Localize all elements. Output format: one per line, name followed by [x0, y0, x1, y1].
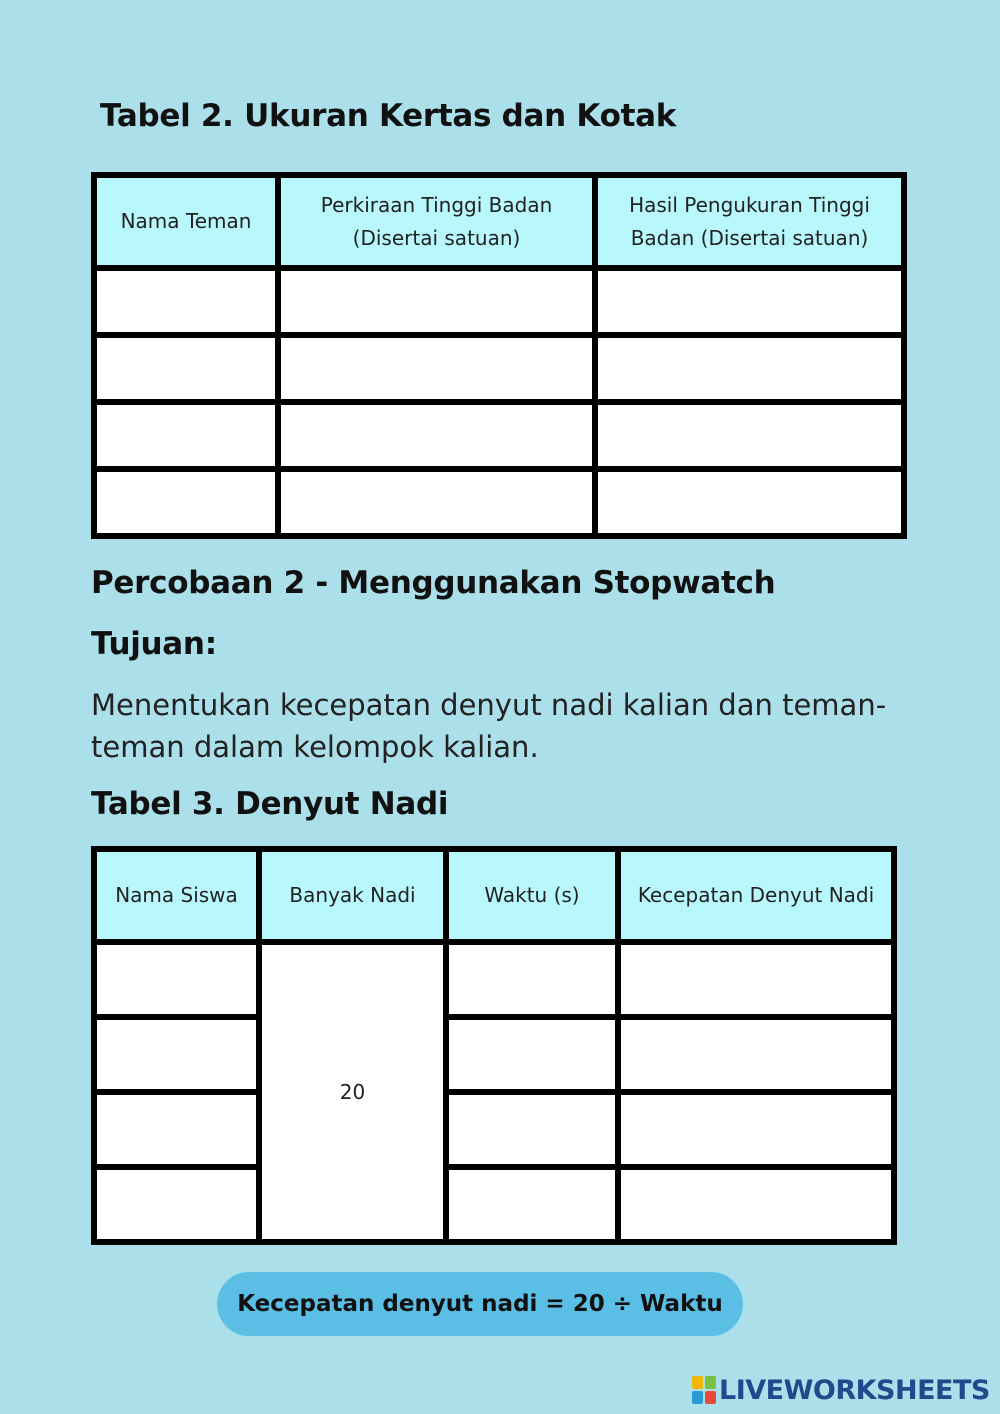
table2-header-estimate: Perkiraan Tinggi Badan (Disertai satuan)	[278, 175, 595, 268]
table2-cell-input[interactable]	[595, 402, 904, 469]
table2-title: Tabel 2. Ukuran Kertas dan Kotak	[100, 98, 677, 134]
table2-cell-input[interactable]	[94, 469, 278, 536]
formula-badge: Kecepatan denyut nadi = 20 ÷ Waktu	[217, 1272, 743, 1336]
table3-cell-input[interactable]	[446, 1017, 618, 1092]
table2-cell-input[interactable]	[278, 335, 595, 402]
table3-cell-input[interactable]	[94, 1167, 259, 1242]
table-row	[94, 1092, 894, 1167]
table-row	[94, 469, 904, 536]
table3	[91, 846, 897, 1245]
table3-header-pulse-rate: Kecepatan Denyut Nadi	[618, 849, 894, 942]
table2-cell-input[interactable]	[595, 268, 904, 335]
table3-header-student: Nama Siswa	[94, 849, 259, 942]
table2-header-name: Nama Teman	[94, 175, 278, 268]
table3-cell-input[interactable]	[446, 1167, 618, 1242]
table2-cell-input[interactable]	[278, 402, 595, 469]
liveworksheets-logo	[692, 1372, 990, 1408]
table3-cell-input[interactable]	[618, 1167, 894, 1242]
table-row	[94, 942, 894, 1017]
table2	[91, 172, 907, 539]
table3-cell-input[interactable]	[94, 1017, 259, 1092]
table2-cell-input[interactable]	[278, 268, 595, 335]
table2-cell-input[interactable]	[595, 469, 904, 536]
goal-label: Tujuan:	[91, 626, 217, 662]
table3-cell-input[interactable]	[618, 1017, 894, 1092]
table-row	[94, 335, 904, 402]
table3-cell-input[interactable]	[618, 942, 894, 1017]
table3-cell-input[interactable]	[618, 1092, 894, 1167]
table3-cell-input[interactable]	[446, 1092, 618, 1167]
table2-cell-input[interactable]	[94, 268, 278, 335]
table-row	[94, 1017, 894, 1092]
table-row	[94, 1167, 894, 1242]
table2-header-measurement: Hasil Pengukuran Tinggi Badan (Disertai satuan)	[595, 175, 904, 268]
table3-cell-input[interactable]	[94, 942, 259, 1017]
table3-header-time: Waktu (s)	[446, 849, 618, 942]
table3-header-pulse-count: Banyak Nadi	[259, 849, 446, 942]
experiment-heading: Percobaan 2 - Menggunakan Stopwatch	[91, 565, 776, 601]
table3-cell-input[interactable]	[94, 1092, 259, 1167]
table3-cell-input[interactable]	[446, 942, 618, 1017]
table2-cell-input[interactable]	[94, 402, 278, 469]
liveworksheets-logo-text: LIVEWORKSHEETS	[719, 1374, 990, 1406]
liveworksheets-logo-icon	[692, 1376, 716, 1404]
pulse-count-value: 20	[259, 942, 446, 1242]
table3-title: Tabel 3. Denyut Nadi	[91, 786, 449, 822]
goal-text: Menentukan kecepatan denyut nadi kalian dan teman-teman dalam kelompok kalian.	[91, 688, 887, 764]
table2-cell-input[interactable]	[278, 469, 595, 536]
table-row	[94, 402, 904, 469]
table-row	[94, 268, 904, 335]
table2-cell-input[interactable]	[94, 335, 278, 402]
table2-cell-input[interactable]	[595, 335, 904, 402]
